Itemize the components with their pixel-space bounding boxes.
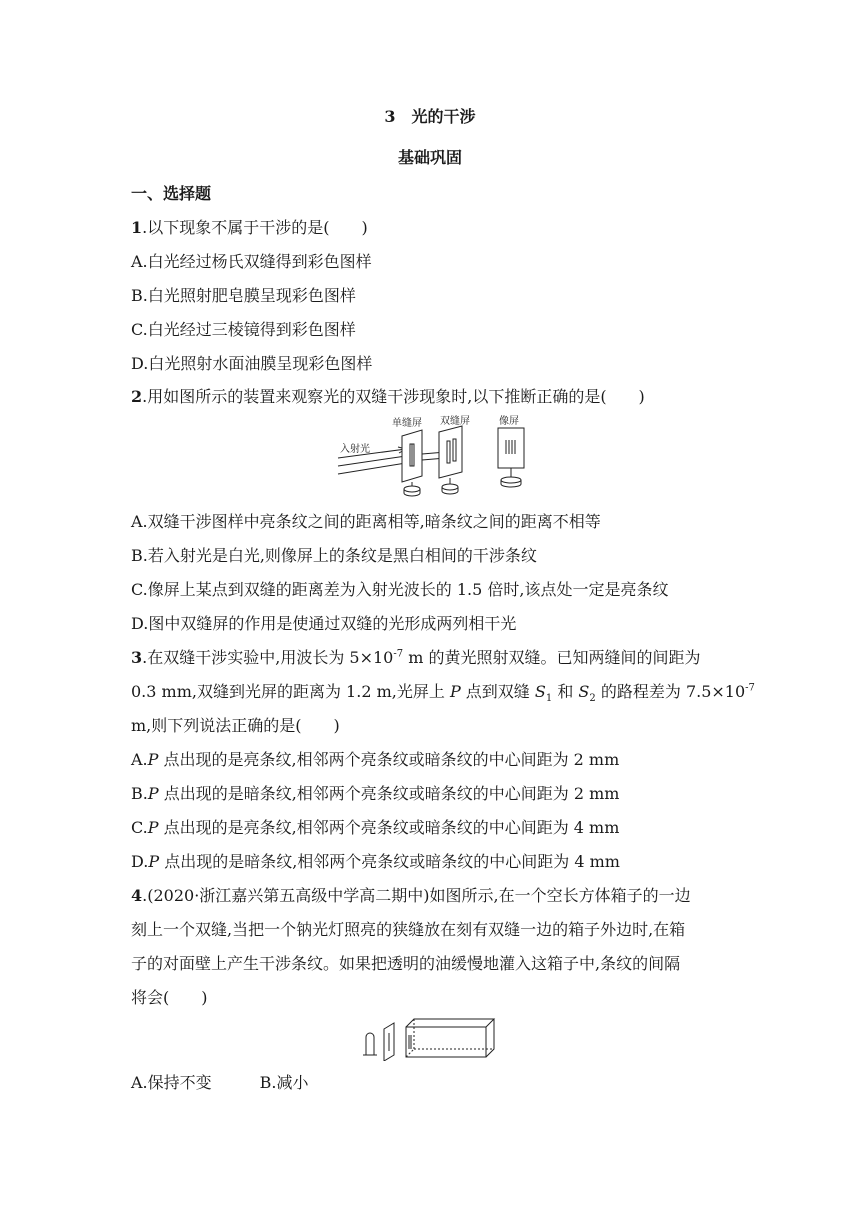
text-segment: 0.3 mm,双缝到光屏的距离为 1.2 m,光屏上 — [131, 682, 450, 701]
point-p: P — [449, 682, 461, 701]
q4-option-b: B.减小 — [259, 1073, 309, 1092]
q2-option-b: B.若入射光是白光,则像屏上的条纹是黑白相间的干涉条纹 — [131, 546, 537, 565]
point-p: P — [147, 784, 159, 803]
question-4-line-2: 刻上一个双缝,当把一个钠光灯照亮的狭缝放在刻有双缝一边的箱子外边时,在箱 — [131, 920, 686, 939]
option-text: 点出现的是暗条纹,相邻两个亮条纹或暗条纹的中心间距为 4 mm — [159, 852, 620, 871]
single-slit-label: 单缝屏 — [392, 418, 422, 429]
q3-option-a — [131, 749, 619, 771]
question-4-line-4: 将会( ) — [131, 988, 208, 1007]
question-3-line-3: m,则下列说法正确的是( ) — [131, 716, 340, 735]
question-text: .以下现象不属于干涉的是( ) — [142, 218, 368, 237]
q2-option-a: A.双缝干涉图样中亮条纹之间的距离相等,暗条纹之间的距离不相等 — [131, 512, 601, 531]
question-text: .(2020·浙江嘉兴第五高级中学高二期中)如图所示,在一个空长方体箱子的一边 — [142, 886, 691, 905]
exponent: -7 — [745, 682, 755, 694]
q3-option-c — [131, 817, 619, 839]
question-number: 2 — [131, 387, 143, 406]
point-p: P — [148, 852, 160, 871]
option-text: 点出现的是暗条纹,相邻两个亮条纹或暗条纹的中心间距为 2 mm — [158, 784, 620, 803]
q3-option-d — [131, 851, 620, 873]
q1-option-d: D.白光照射水面油膜呈现彩色图样 — [131, 354, 373, 373]
point-p: P — [147, 750, 159, 769]
text-segment: .在双缝干涉实验中,用波长为 5×10 — [142, 648, 394, 667]
question-number: 1 — [131, 218, 143, 237]
question-2-stem — [131, 386, 645, 408]
q1-option-c: C.白光经过三棱镜得到彩色图样 — [131, 320, 356, 339]
option-text: 点出现的是亮条纹,相邻两个亮条纹或暗条纹的中心间距为 2 mm — [158, 750, 620, 769]
incident-light-label: 入射光 — [340, 444, 370, 455]
question-3-line-2 — [131, 681, 755, 703]
q2-option-c: C.像屏上某点到双缝的距离差为入射光波长的 1.5 倍时,该点处一定是亮条纹 — [131, 580, 669, 599]
text-segment: 点到双缝 — [460, 682, 535, 701]
question-4-line-1 — [131, 885, 691, 907]
option-letter: B. — [131, 784, 148, 803]
screen-label: 像屏 — [499, 416, 519, 427]
q3-option-b — [131, 783, 619, 805]
question-1-stem — [131, 217, 368, 239]
q4-option-a: A.保持不变 — [131, 1073, 212, 1092]
exponent: -7 — [393, 648, 404, 660]
text-segment: 和 — [552, 682, 579, 701]
subscript: 1 — [545, 693, 553, 705]
point-p: P — [147, 818, 159, 837]
section-heading: 一、选择题 — [131, 184, 212, 203]
q1-option-b: B.白光照射肥皂膜呈现彩色图样 — [131, 286, 356, 305]
q1-option-a: A.白光经过杨氏双缝得到彩色图样 — [131, 252, 372, 271]
slit-s1: S — [534, 682, 546, 701]
page-subtitle: 基础巩固 — [397, 148, 462, 167]
option-letter: C. — [131, 818, 148, 837]
question-3-line-1 — [131, 647, 700, 669]
slit-box-figure — [362, 1015, 498, 1061]
text-segment: m 的黄光照射双缝。已知两缝间的间距为 — [403, 648, 701, 667]
question-4-line-3: 子的对面壁上产生干涉条纹。如果把透明的油缓慢地灌入这箱子中,条纹的间隔 — [131, 954, 681, 973]
q4-options-row — [131, 1072, 309, 1094]
option-letter: A. — [131, 750, 148, 769]
subscript: 2 — [589, 693, 596, 705]
text-segment: 的路程差为 7.5×10 — [595, 682, 746, 701]
option-letter: D. — [131, 852, 149, 871]
double-slit-label: 双缝屏 — [440, 416, 470, 427]
question-number: 3 — [131, 648, 143, 667]
page-title: 3 光的干涉 — [384, 107, 476, 126]
option-text: 点出现的是亮条纹,相邻两个亮条纹或暗条纹的中心间距为 4 mm — [158, 818, 620, 837]
slit-s2: S — [578, 682, 590, 701]
question-text: .用如图所示的装置来观察光的双缝干涉现象时,以下推断正确的是( ) — [142, 387, 645, 406]
q2-option-d: D.图中双缝屏的作用是使通过双缝的光形成两列相干光 — [131, 614, 517, 633]
question-number: 4 — [131, 886, 143, 905]
double-slit-apparatus-figure — [336, 414, 536, 500]
